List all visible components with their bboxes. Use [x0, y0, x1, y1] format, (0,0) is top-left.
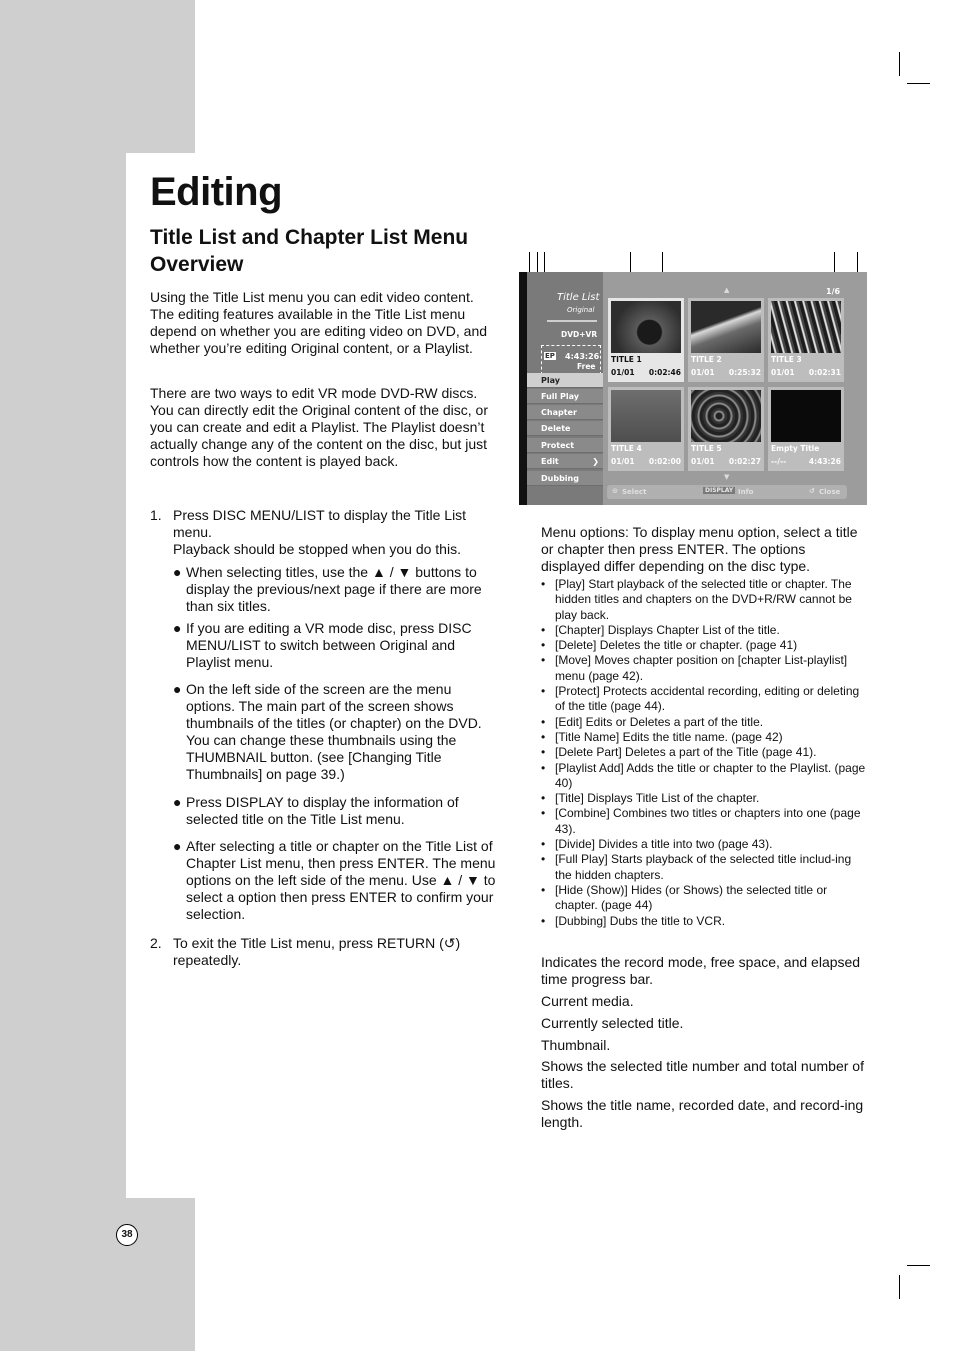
crop-mark — [907, 1265, 930, 1266]
bullet-dot-icon: ● — [173, 794, 182, 810]
footer-close: Close — [819, 488, 841, 496]
list-item: • [Protect] Protects accidental recording, editing or deleting of the title (page 44). — [541, 684, 866, 715]
list-item: • [Edit] Edits or Deletes a part of the title. — [541, 715, 866, 730]
screen-footer — [607, 485, 847, 499]
menu-chapter[interactable]: Chapter — [527, 405, 603, 420]
menu-dubbing[interactable]: Dubbing — [527, 471, 603, 486]
list-item: • [Combine] Combines two titles or chapters into one (page 43). — [541, 806, 866, 837]
screen-subheading: Original — [567, 306, 595, 314]
description: Current media. — [541, 993, 634, 1009]
step-text: Press DISC MENU/LIST to display the Title List menu. Playback should be stopped when you do this. — [173, 507, 467, 557]
intro-paragraph: Using the Title List menu you can edit video content. The editing features available in the Title List menu depend on whether you are editing video on DVD, and whether you’re editing Original content, or a Playlist. — [150, 289, 488, 356]
step-subtext: Playback should be stopped when you do this. — [173, 541, 461, 557]
menu-full-play[interactable]: Full Play — [527, 389, 603, 404]
record-mode-badge: EP — [545, 352, 555, 360]
description: Thumbnail. — [541, 1037, 611, 1053]
title-thumbnail[interactable]: TITLE 5 01/01 0:02:27 — [688, 387, 764, 471]
bullet-dot-icon: ● — [173, 620, 182, 636]
return-icon: ↺ — [809, 487, 815, 495]
step-text: To exit the Title List menu, press RETURN (↺) repeatedly. — [173, 935, 461, 968]
free-label: Free — [577, 362, 596, 371]
title-thumbnail[interactable]: TITLE 1 01/01 0:02:46 — [608, 298, 684, 382]
free-time: 4:43:26 — [565, 352, 600, 361]
bullet-dot-icon: ● — [173, 838, 182, 854]
margin-band-left — [0, 153, 126, 1198]
page-number: 38 — [116, 1224, 138, 1246]
title-thumbnail[interactable]: Empty Title --/-- 4:43:26 — [768, 387, 844, 471]
crop-mark — [899, 52, 900, 76]
screen-heading: Title List — [557, 292, 600, 303]
chevron-right-icon: ❯ — [592, 457, 599, 466]
list-item: • [Hide (Show)] Hides (or Shows) the selected title or chapter. (page 44) — [541, 883, 866, 914]
menu-delete[interactable]: Delete — [527, 421, 603, 436]
menu-options-intro: Menu options: To display menu option, select a title or chapter then press ENTER. The options displayed differ depending on the disc type. — [541, 524, 858, 574]
current-media: DVD+VR — [561, 330, 598, 339]
title-list-screen — [519, 272, 867, 505]
menu-edit[interactable]: Edit ❯ — [527, 454, 603, 469]
intro-paragraph: There are two ways to edit VR mode DVD-RW discs. You can directly edit the Original content of the disc, or you can create and edit a Playlist. The Playlist doesn’t actually change any of the content on the disc, but just controls how the content is played back. — [150, 385, 489, 469]
list-item: • [Title] Displays Title List of the chapter. — [541, 791, 866, 806]
list-item: • [Dubbing] Dubs the title to VCR. — [541, 914, 866, 929]
display-button-badge: DISPLAY — [705, 487, 734, 494]
title-thumbnail[interactable]: TITLE 3 01/01 0:02:31 — [768, 298, 844, 382]
thumbnail-image — [691, 390, 761, 442]
description: Shows the title name, recorded date, and record-ing length. — [541, 1097, 864, 1130]
thumbnail-image — [691, 301, 761, 353]
step-number: 2. — [150, 935, 162, 951]
thumbnail-image — [611, 301, 681, 353]
footer-info: Info — [738, 488, 754, 496]
screen-edge — [519, 272, 527, 505]
description: Indicates the record mode, free space, and elapsed time progress bar. — [541, 954, 861, 987]
step-number: 1. — [150, 507, 162, 523]
crop-mark — [899, 1275, 900, 1299]
list-item: • [Chapter] Displays Chapter List of the title. — [541, 623, 866, 638]
thumbnail-image — [611, 390, 681, 442]
list-item: • [Delete Part] Deletes a part of the Title (page 41). — [541, 745, 866, 760]
select-icon: ⊙ — [612, 487, 618, 495]
description: Currently selected title. — [541, 1015, 684, 1031]
menu-play[interactable]: Play — [527, 373, 603, 388]
list-item: • [Divide] Divides a title into two (page 43). — [541, 837, 866, 852]
list-item: • [Move] Moves chapter position on [chapter List-playlist] menu (page 42). — [541, 653, 866, 684]
bullet-dot-icon: ● — [173, 681, 182, 697]
thumbnail-image — [771, 390, 841, 442]
menu-options-list — [541, 577, 866, 929]
title-thumbnail[interactable]: TITLE 4 01/01 0:02:00 — [608, 387, 684, 471]
menu-protect[interactable]: Protect — [527, 438, 603, 453]
footer-select: Select — [622, 488, 647, 496]
section-title: Title List and Chapter List Menu Overview — [150, 226, 469, 276]
title-thumbnail[interactable]: TITLE 2 01/01 0:25:32 — [688, 298, 764, 382]
page-title: Editing — [150, 170, 283, 214]
list-item: • [Play] Start playback of the selected title or chapter. The hidden titles and chapters on the DVD+R/RW cannot be play back. — [541, 577, 866, 623]
margin-band-bottom — [0, 1198, 195, 1351]
margin-band-top — [0, 0, 195, 153]
description: Shows the selected title number and total number of titles. — [541, 1058, 864, 1091]
crop-mark — [907, 83, 930, 84]
page-up-icon[interactable]: ▲ — [724, 286, 730, 294]
list-item: • [Delete] Deletes the title or chapter. (page 41) — [541, 638, 866, 653]
list-item: • [Title Name] Edits the title name. (page 42) — [541, 730, 866, 745]
page-count: 1/6 — [826, 287, 841, 296]
list-item: • [Playlist Add] Adds the title or chapter to the Playlist. (page 40) — [541, 761, 866, 792]
thumbnail-image — [771, 301, 841, 353]
page-down-icon[interactable]: ▼ — [724, 473, 730, 481]
list-item: • [Full Play] Starts playback of the selected title includ-ing the hidden chapters. — [541, 852, 866, 883]
screen-divider — [547, 320, 597, 322]
bullet-dot-icon: ● — [173, 564, 182, 580]
